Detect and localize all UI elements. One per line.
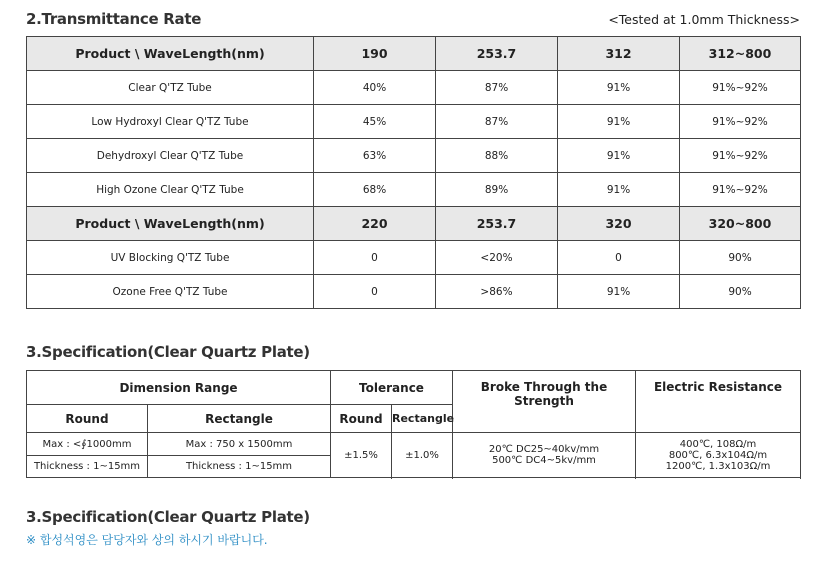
rect-thickness: Thickness : 1~15mm <box>148 456 331 478</box>
product-cell: UV Blocking Q'TZ Tube <box>27 241 314 275</box>
table-row <box>27 275 801 309</box>
value-cell: 0 <box>558 241 680 275</box>
resistance-line-1: 400℃, 108Ω/m <box>679 438 757 450</box>
table-header-row <box>27 37 801 71</box>
product-cell: Product \ WaveLength(nm) <box>27 37 314 71</box>
tol-rect-value: ±1.0% <box>392 433 453 478</box>
table-row <box>27 105 801 139</box>
value-cell: 220 <box>314 207 436 241</box>
contact-note: ※ 합성석영은 담당자와 상의 하시기 바랍니다. <box>26 533 268 547</box>
header-tolerance: Tolerance <box>331 371 453 405</box>
value-cell: 68% <box>314 173 436 207</box>
value-cell: 91%~92% <box>680 105 801 139</box>
table-row <box>27 71 801 105</box>
table-row <box>27 173 801 207</box>
header-round: Round <box>27 405 148 433</box>
value-cell: 0 <box>314 275 436 309</box>
value-cell: 190 <box>314 37 436 71</box>
transmittance-table <box>26 36 801 309</box>
value-cell: 45% <box>314 105 436 139</box>
value-cell: 63% <box>314 139 436 173</box>
header-tol-rectangle: Rectangle <box>392 405 453 433</box>
value-cell: 91% <box>558 173 680 207</box>
value-cell: <20% <box>436 241 558 275</box>
value-cell: 91% <box>558 71 680 105</box>
product-cell: Ozone Free Q'TZ Tube <box>27 275 314 309</box>
value-cell: 320 <box>558 207 680 241</box>
value-cell: 91% <box>558 275 680 309</box>
value-cell: 87% <box>436 71 558 105</box>
strength-values <box>453 433 636 478</box>
value-cell: 90% <box>680 275 801 309</box>
strength-line-1: 20℃ DC25~40kv/mm <box>488 444 600 455</box>
section-title-spec: 3.Specification(Clear Quartz Plate) <box>26 343 310 361</box>
header-dimension-range: Dimension Range <box>27 371 331 405</box>
header-broke-through: Broke Through the Strength <box>453 371 636 433</box>
thickness-note: <Tested at 1.0mm Thickness> <box>608 12 800 27</box>
value-cell: 320~800 <box>680 207 801 241</box>
round-max: Max : <∮1000mm <box>27 433 148 456</box>
header-tol-round: Round <box>331 405 392 433</box>
value-cell: 87% <box>436 105 558 139</box>
value-cell: >86% <box>436 275 558 309</box>
table-row <box>27 241 801 275</box>
rect-max: Max : 750 x 1500mm <box>148 433 331 456</box>
table-row <box>27 139 801 173</box>
strength-line-2: 500℃ DC4~5kv/mm <box>492 455 596 466</box>
resistance-values <box>636 433 801 478</box>
product-cell: Low Hydroxyl Clear Q'TZ Tube <box>27 105 314 139</box>
value-cell: 312 <box>558 37 680 71</box>
section-title-spec-2: 3.Specification(Clear Quartz Plate) <box>26 508 310 526</box>
resistance-line-3: 1200℃, 1.3x103Ω/m <box>665 460 771 472</box>
header-rectangle: Rectangle <box>148 405 331 433</box>
value-cell: 88% <box>436 139 558 173</box>
value-cell: 91% <box>558 139 680 173</box>
value-cell: 312~800 <box>680 37 801 71</box>
product-cell: Clear Q'TZ Tube <box>27 71 314 105</box>
value-cell: 253.7 <box>436 37 558 71</box>
product-cell: Product \ WaveLength(nm) <box>27 207 314 241</box>
section-title-transmittance: 2.Transmittance Rate <box>26 10 202 28</box>
value-cell: 253.7 <box>436 207 558 241</box>
header-electric-resistance: Electric Resistance <box>636 371 801 433</box>
round-thickness: Thickness : 1~15mm <box>27 456 148 478</box>
product-cell: High Ozone Clear Q'TZ Tube <box>27 173 314 207</box>
value-cell: 91%~92% <box>680 173 801 207</box>
value-cell: 40% <box>314 71 436 105</box>
value-cell: 91%~92% <box>680 139 801 173</box>
product-cell: Dehydroxyl Clear Q'TZ Tube <box>27 139 314 173</box>
value-cell: 91% <box>558 105 680 139</box>
spec-table <box>26 370 801 478</box>
value-cell: 0 <box>314 241 436 275</box>
value-cell: 91%~92% <box>680 71 801 105</box>
resistance-line-2: 800℃, 6.3x104Ω/m <box>668 449 768 461</box>
table-header-row <box>27 207 801 241</box>
value-cell: 90% <box>680 241 801 275</box>
value-cell: 89% <box>436 173 558 207</box>
tol-round-value: ±1.5% <box>331 433 392 478</box>
